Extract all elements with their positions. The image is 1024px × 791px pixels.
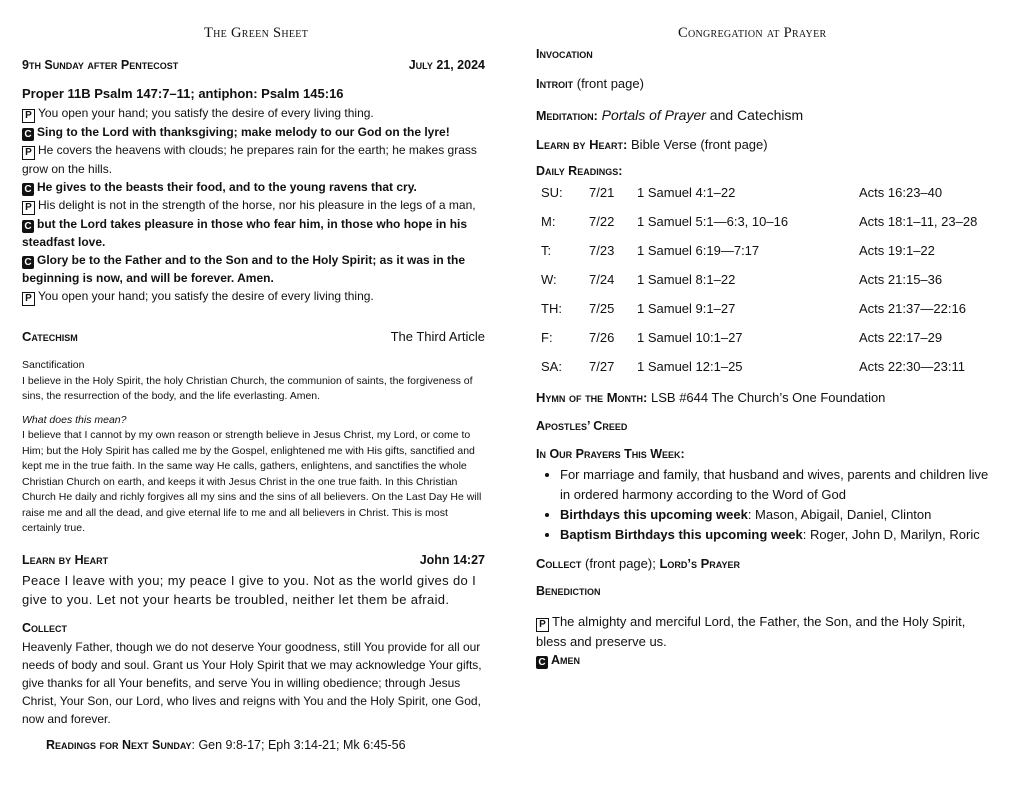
- meditation-label: Meditation:: [536, 109, 598, 123]
- congregation-mark-icon: C: [22, 183, 34, 196]
- pastor-mark-icon: P: [22, 109, 35, 123]
- meditation-rest: and Catechism: [709, 107, 804, 123]
- learn-by-heart-line: [536, 135, 1006, 155]
- amen: Amen: [551, 653, 581, 667]
- sanctification-label: Sanctification: [22, 359, 85, 371]
- psalm-verse: C Sing to the Lord with thanksgiving; make melody to our God on the lyre!: [22, 123, 485, 141]
- daily-readings-label: Daily Readings:: [536, 164, 623, 178]
- reading-day: F:: [541, 330, 553, 345]
- collect-line: [536, 554, 1006, 574]
- psalm-verse: P You open your hand; you satisfy the desire of every living thing.: [22, 287, 485, 306]
- reading-day: M:: [541, 214, 556, 229]
- introit-note: (front page): [576, 76, 644, 91]
- sunday-date: July 21, 2024: [408, 58, 485, 72]
- collect-title: Collect: [22, 621, 68, 635]
- prayers-label: In Our Prayers This Week:: [536, 447, 685, 461]
- next-readings-text: Gen 9:8-17; Eph 3:14-21; Mk 6:45-56: [198, 738, 406, 752]
- lords-prayer: Lord’s Prayer: [659, 556, 740, 571]
- reading-date: 7/26: [589, 330, 615, 345]
- congregation-mark-icon: C: [536, 656, 548, 669]
- creed-text: I believe in the Holy Spirit, the holy Christian Church, the communion of saints, the forgiveness of sins, the resurrection of the body, and the life everlasting. Amen.: [22, 374, 473, 402]
- sunday-title: 9th Sunday after Pentecost: [22, 58, 179, 72]
- reading-ot: 1 Samuel 9:1–27: [637, 301, 736, 316]
- reading-day: T:: [541, 243, 552, 258]
- table-row: [541, 207, 989, 236]
- pastor-mark-icon: P: [536, 618, 549, 632]
- next-readings: Readings for Next Sunday: Gen 9:8-17; Eph 3:14-21; Mk 6:45-56: [46, 738, 406, 752]
- meaning-question: What does this mean?: [22, 413, 127, 426]
- benediction-text: P The almighty and merciful Lord, the Father, the Son, and the Holy Spirit, bless and preserve us.: [536, 614, 966, 649]
- reading-day: W:: [541, 272, 557, 287]
- hymn-text: LSB #644 The Church’s One Foundation: [651, 390, 886, 405]
- left-header: The Green Sheet: [204, 25, 309, 41]
- psalm-verse: P He covers the heavens with clouds; he prepares rain for the earth; he makes grass grow on the hills.: [22, 143, 477, 176]
- prayers-list: [536, 465, 1000, 545]
- collect-note: (front page);: [585, 556, 656, 571]
- meaning-text: I believe that I cannot by my own reason or strength believe in Jesus Christ, my Lord, or come to Him; but the Holy Spirit has called me by the Gospel, enlightened me with His gifts, sanctified and kept me in the true faith. In the same way He calls, gathers, enlightens, and sanctifies the whole Christian Church on earth, and keeps it with Jesus Christ in the one true faith. In this Christian Church He daily and richly forgives all my sins and the sins of all believers. On the Last Day He will raise me and all the dead, and give eternal life to me and all believers in Christ. This is most certainly true.: [22, 429, 482, 534]
- reading-date: 7/27: [589, 359, 615, 374]
- lbh-reference: John 14:27: [419, 553, 485, 567]
- hymn-line: [536, 388, 1006, 408]
- list-item: • Baptism Birthdays this upcoming week: Roger, John D, Marilyn, Roric: [560, 525, 1000, 545]
- table-row: [541, 265, 989, 294]
- psalm-verse: C Glory be to the Father and to the Son and to the Holy Spirit; as it was in the beginning is now, and will be forever. Amen.: [22, 253, 466, 285]
- reading-ot: 1 Samuel 10:1–27: [637, 330, 743, 345]
- table-row: [541, 294, 989, 323]
- congregation-mark-icon: C: [22, 128, 34, 141]
- reading-date: 7/25: [589, 301, 615, 316]
- hymn-label: Hymn of the Month:: [536, 390, 648, 405]
- collect-text: Heavenly Father, though we do not deserve Your goodness, still You provide for all our needs of body and soul. Grant us Your Holy Spirit that we may acknowledge Your gifts, give thanks for all Your benefits, and serve You in willing obedience; through Jesus Christ, Your Son, our Lord, who lives and reigns with You and the Holy Spirit, one God, now and forever.: [22, 640, 482, 726]
- proper-title: Proper 11B Psalm 147:7–11; antiphon: Psalm 145:16: [22, 86, 344, 101]
- catechism-article: The Third Article: [390, 329, 485, 344]
- reading-ot: 1 Samuel 8:1–22: [637, 272, 736, 287]
- pastor-mark-icon: P: [22, 292, 35, 306]
- lbh-title: Learn by Heart: [22, 553, 109, 567]
- reading-day: SU:: [541, 185, 563, 200]
- meditation-line: [536, 105, 1006, 126]
- catechism-header: [22, 329, 485, 344]
- psalm-verse: C but the Lord takes pleasure in those who fear him, in those who hope in his steadfast love.: [22, 217, 468, 249]
- reading-day: TH:: [541, 301, 562, 316]
- amen-line: [536, 653, 1006, 669]
- pastor-mark-icon: P: [22, 146, 35, 160]
- apostles-creed: Apostles’ Creed: [536, 419, 628, 433]
- invocation: Invocation: [536, 47, 593, 61]
- reading-ot: 1 Samuel 4:1–22: [637, 185, 736, 200]
- reading-date: 7/23: [589, 243, 615, 258]
- table-row: [541, 236, 989, 265]
- right-header: Congregation at Prayer: [678, 25, 827, 41]
- introit-label: Introit: [536, 76, 574, 91]
- reading-ot: 1 Samuel 12:1–25: [637, 359, 743, 374]
- reading-nt: Acts 22:17–29: [859, 330, 943, 345]
- list-item: • For marriage and family, that husband and wives, parents and children live in ordered harmony according to the Word of God: [560, 465, 1000, 505]
- reading-nt: Acts 16:23–40: [859, 185, 943, 200]
- reading-nt: Acts 18:1–11, 23–28: [859, 214, 978, 229]
- catechism-title: Catechism: [22, 329, 78, 344]
- reading-ot: 1 Samuel 5:1—6:3, 10–16: [637, 214, 789, 229]
- congregation-mark-icon: C: [22, 220, 34, 233]
- reading-nt: Acts 21:37—22:16: [859, 301, 966, 316]
- lbh-note: Bible Verse (front page): [631, 137, 768, 152]
- pastor-mark-icon: P: [22, 201, 35, 215]
- next-readings-label: Readings for Next Sunday: [46, 738, 192, 752]
- reading-nt: Acts 22:30—23:11: [859, 359, 965, 374]
- lbh-header: [22, 553, 485, 567]
- psalm-block: [22, 104, 485, 306]
- table-row: [541, 323, 989, 352]
- lbh-label: Learn by Heart:: [536, 137, 628, 152]
- table-row: [541, 178, 989, 207]
- lbh-text: Peace I leave with you; my peace I give to you. Not as the world gives do I give to you. Let not your hearts be troubled, neither let them be afraid.: [22, 573, 477, 607]
- introit-line: [536, 74, 1006, 94]
- reading-date: 7/24: [589, 272, 615, 287]
- reading-date: 7/22: [589, 214, 615, 229]
- benediction-title: Benediction: [536, 584, 601, 598]
- psalm-verse: C He gives to the beasts their food, and to the young ravens that cry.: [22, 178, 485, 196]
- reading-day: SA:: [541, 359, 562, 374]
- reading-nt: Acts 19:1–22: [859, 243, 935, 258]
- reading-date: 7/21: [589, 185, 615, 200]
- table-row: [541, 352, 989, 381]
- psalm-verse: P You open your hand; you satisfy the desire of every living thing.: [22, 104, 485, 123]
- reading-nt: Acts 21:15–36: [859, 272, 943, 287]
- meditation-book: Portals of Prayer: [601, 107, 706, 123]
- collect-label: Collect: [536, 556, 582, 571]
- psalm-verse: P His delight is not in the strength of the horse, nor his pleasure in the legs of a man,: [22, 196, 485, 215]
- daily-readings-table: [541, 178, 989, 381]
- sunday-line: [22, 58, 485, 72]
- catechism-body: [22, 358, 485, 537]
- reading-ot: 1 Samuel 6:19—7:17: [637, 243, 760, 258]
- list-item: • Birthdays this upcoming week: Mason, Abigail, Daniel, Clinton: [560, 505, 1000, 525]
- congregation-mark-icon: C: [22, 256, 34, 269]
